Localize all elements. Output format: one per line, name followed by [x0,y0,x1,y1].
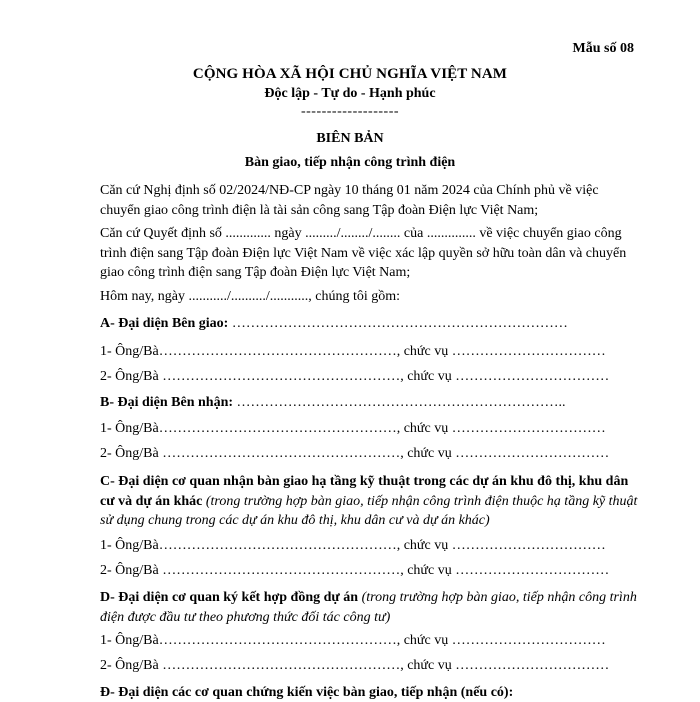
section-c-title: C- Đại diện cơ quan nhận bàn giao hạ tầng kỹ thuật trong các dự án khu đô thị, khu dân cư và dự án khác [100,474,629,509]
basis-decree: Căn cứ Nghị định số 02/2024/NĐ-CP ngày 10 tháng 01 năm 2024 của Chính phủ về việc chuyển giao công trình điện là tài sản công sang Tập đoàn Điện lực Việt Nam; [100,183,599,218]
national-motto: Độc lập - Tự do - Hạnh phúc [264,86,436,101]
section-b-dots: …………………………………………………………….. [233,395,566,410]
section-b-heading [100,393,566,412]
section-d-title: D- Đại diện cơ quan ký kết hợp đồng dự án [100,590,359,605]
basis-decision: Căn cứ Quyết định số ............. ngày ........./......../........ của .............. về việc chuyển giao công trình điện sang Tập đoàn Điện lực Việt Nam về việc xác lập quyền sở hữu toàn dân và chuyển giao công trình điện sang Tập đoàn Điện lực Việt Nam; [100,226,627,280]
section-c-note: (trong trường hợp bàn giao, tiếp nhận công trình điện thuộc hạ tầng kỹ thuật sử dụng chung trong các dự án khu đô thị, khu dân cư và dự án khác) [100,493,638,528]
section-c-heading [100,472,640,531]
section-b-person-1: 1- Ông/Bà……………………………………………, chức vụ …………………………… [100,421,606,436]
form-number: Mẫu số 08 [572,41,634,56]
section-d-person-2: 2- Ông/Bà ……………………………………………, chức vụ …………………………… [100,658,610,673]
meeting-date-line: Hôm nay, ngày .........../........../..........., chúng tôi gồm: [100,289,401,304]
section-d-heading [100,588,640,627]
section-b-title: B- Đại diện Bên nhận: [100,395,234,410]
section-b-person-2: 2- Ông/Bà ……………………………………………, chức vụ …………………………… [100,446,610,461]
nation-name: CỘNG HÒA XÃ HỘI CHỦ NGHĨA VIỆT NAM [192,66,508,82]
section-dd-heading: Đ- Đại diện các cơ quan chứng kiến việc bàn giao, tiếp nhận (nếu có): [100,685,514,700]
document-subtitle: Bàn giao, tiếp nhận công trình điện [244,155,456,170]
section-d-person-1: 1- Ông/Bà……………………………………………, chức vụ …………………………… [100,633,606,648]
section-c-person-1: 1- Ông/Bà……………………………………………, chức vụ …………………………… [100,538,606,553]
section-a-person-1: 1- Ông/Bà……………………………………………, chức vụ …………………………… [100,344,606,359]
document-title: BIÊN BẢN [316,131,384,146]
section-d-note: (trong trường hợp bàn giao, tiếp nhận công trình điện được đầu tư theo phương thức đối tác công tư) [100,590,637,625]
section-a-person-2: 2- Ông/Bà ……………………………………………, chức vụ …………………………… [100,369,610,384]
section-a-heading [100,314,568,333]
section-a-dots: ……………………………………………………………… [228,316,568,331]
section-c-person-2: 2- Ông/Bà ……………………………………………, chức vụ …………………………… [100,563,610,578]
section-a-title: A- Đại diện Bên giao: [100,316,229,331]
header-separator: ------------------- [300,104,400,119]
